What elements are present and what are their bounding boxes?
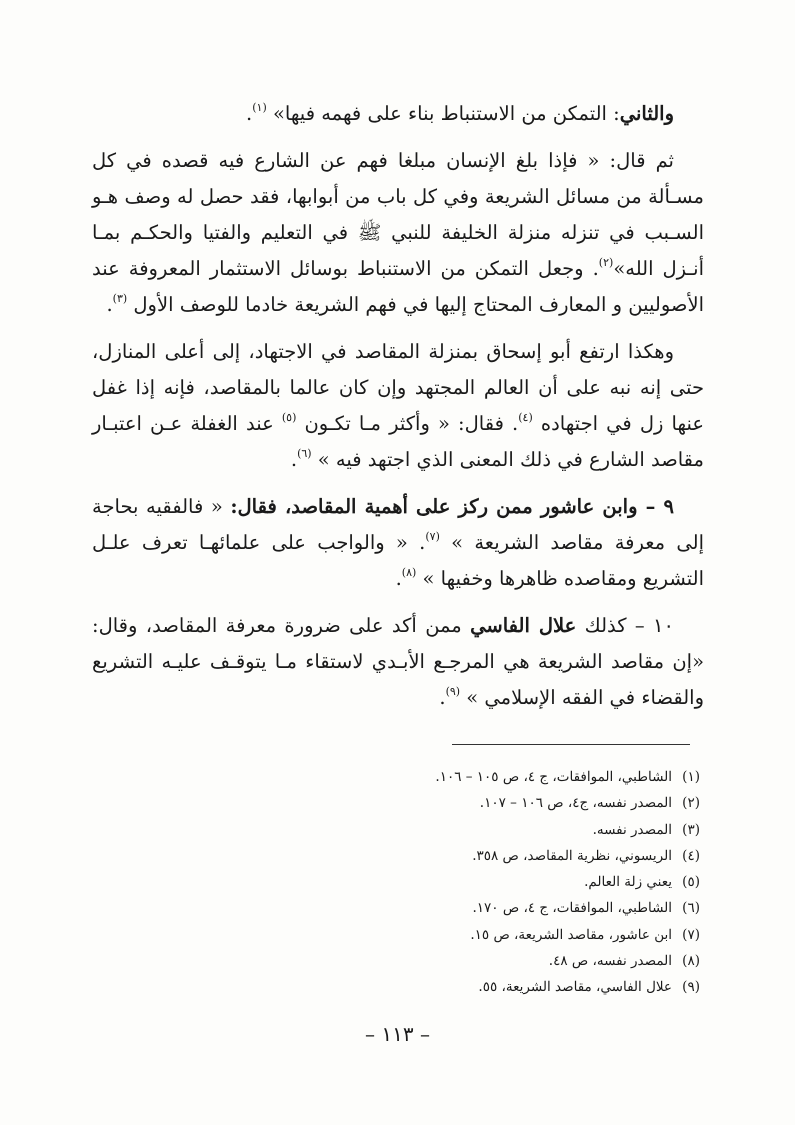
footnote-ref-7: (٧) bbox=[425, 530, 440, 543]
paragraph-1 bbox=[92, 96, 704, 132]
footnote-text: يعني زلة العالم. bbox=[584, 874, 672, 891]
footnote-text: المصدر نفسه، ج٤، ص ١٠٦ – ١٠٧. bbox=[479, 795, 672, 812]
paragraph-5-text-2: ممن أكد على ضرورة معرفة المقاصد، وقال: «إن مقاصد الشريعة هي المرجـع الأبـدي لاستقاء مـا يتوقـف عليـه التشريع والقضاء في الفقه الإسلامي » bbox=[92, 614, 704, 709]
footnote-number: (٩) bbox=[682, 979, 700, 996]
paragraph-5-tail: . bbox=[439, 686, 446, 709]
footnote-number: (١) bbox=[682, 769, 700, 785]
footnotes bbox=[230, 764, 700, 1001]
footnote-number: (٤) bbox=[682, 847, 700, 864]
footnote-text: علال الفاسي، مقاصد الشريعة، ٥٥. bbox=[478, 979, 672, 996]
footnote-7 bbox=[230, 922, 700, 948]
footnote-number: (٣) bbox=[682, 821, 700, 838]
paragraph-2-text-2: . وجعل التمكن من الاستنباط بوسائل الاستثمار المعروفة عند الأصوليين و المعارف المحتاج إليها في فهم الشريعة خادما للوصف الأول bbox=[92, 257, 704, 316]
paragraph-3 bbox=[92, 334, 704, 478]
footnote-ref-8: (٨) bbox=[401, 566, 417, 579]
paragraph-5-lead: علال الفاسي bbox=[470, 614, 577, 637]
footnote-ref-6: (٦) bbox=[297, 447, 312, 460]
footnote-ref-9: (٩) bbox=[445, 685, 461, 698]
paragraph-4-text-2: . « والواجب على علمائهـا تعرف علـل التشريع ومقاصده ظاهرها وخفيها » bbox=[92, 531, 704, 590]
item-number-9: ٩ – bbox=[637, 495, 675, 518]
paragraph-2-tail: . bbox=[106, 293, 113, 316]
footnote-ref-3: (٣) bbox=[112, 292, 128, 305]
paragraph-5-text: كذلك bbox=[576, 614, 627, 637]
footnote-number: (٨) bbox=[682, 953, 700, 970]
footnote-text: الريسوني، نظرية المقاصد، ص ٣٥٨. bbox=[472, 847, 672, 864]
footnote-number: (٥) bbox=[682, 874, 700, 891]
footnote-number: (٦) bbox=[682, 900, 700, 917]
footnote-1 bbox=[230, 764, 700, 790]
footnote-divider bbox=[452, 744, 690, 745]
footnote-text: الشاطبي، الموافقات، ج ٤، ص ١٧٠. bbox=[472, 900, 672, 917]
footnote-9 bbox=[230, 974, 700, 1000]
footnote-text: المصدر نفسه، ص ٤٨. bbox=[548, 953, 672, 970]
footnote-4 bbox=[230, 843, 700, 869]
main-text bbox=[92, 96, 704, 727]
paragraph-1-lead: والثاني bbox=[619, 102, 674, 125]
paragraph-4-text: « فالفقيه بحاجة إلى معرفة مقاصد الشريعة » bbox=[92, 495, 704, 554]
footnote-text: المصدر نفسه. bbox=[592, 821, 672, 838]
footnote-ref-2: (٢) bbox=[598, 256, 614, 269]
footnote-2 bbox=[230, 790, 700, 816]
paragraph-4-tail: . bbox=[395, 567, 402, 590]
footnote-6 bbox=[230, 895, 700, 921]
paragraph-2-text: ثم قال: « فإذا بلغ الإنسان مبلغا فهم عن الشارع فيه قصده في كل مسـألة من مسائل الشريعة وفي كل باب من أبوابها، فقد حصل له وصف هـو السـبب في تنزله منزلة الخليفة للنبي ﷺ في التعليم والفتيا والحكـم بمـا أنـزل الله» bbox=[92, 149, 704, 280]
paragraph-3-text-3: عند الغفلة عـن اعتبـار مقاصد الشارع في ذلك المعنى الذي اجتهد فيه » bbox=[92, 412, 704, 471]
footnote-text: ابن عاشور، مقاصد الشريعة، ص ١٥. bbox=[470, 926, 672, 943]
page-number: – ١١٣ – bbox=[365, 1022, 430, 1046]
paragraph-3-text-2: . فقال: « وأكثر مـا تكـون bbox=[296, 412, 519, 435]
paragraph-1-tail: . bbox=[246, 102, 253, 125]
footnote-number: (٢) bbox=[682, 795, 700, 812]
paragraph-4 bbox=[92, 489, 704, 597]
paragraph-4-lead: وابن عاشور ممن ركز على أهمية المقاصد، فقال: bbox=[230, 495, 638, 518]
footnote-8 bbox=[230, 948, 700, 974]
paragraph-2 bbox=[92, 143, 704, 323]
footnote-5 bbox=[230, 869, 700, 895]
footnote-ref-5: (٥) bbox=[281, 411, 297, 424]
item-number-10: ١٠ – bbox=[626, 614, 674, 637]
footnote-ref-4: (٤) bbox=[518, 411, 533, 424]
paragraph-3-text: وهكذا ارتفع أبو إسحاق بمنزلة المقاصد في الاجتهاد، إلى أعلى المنازل، حتى إنه نبه على أن العالم المجتهد وإن كان عالما بالمقاصد، فإنه إذا غفل عنها زل في اجتهاده bbox=[92, 340, 704, 435]
footnote-text: الشاطبي، الموافقات، ج ٤، ص ١٠٥ – ١٠٦. bbox=[435, 769, 672, 785]
footnote-3 bbox=[230, 817, 700, 843]
paragraph-5 bbox=[92, 608, 704, 716]
paragraph-3-tail: . bbox=[290, 448, 298, 471]
footnote-ref-1: (١) bbox=[252, 101, 267, 114]
paragraph-1-text: : التمكن من الاستنباط بناء على فهمه فيها» bbox=[266, 102, 620, 125]
footnote-number: (٧) bbox=[682, 926, 700, 943]
